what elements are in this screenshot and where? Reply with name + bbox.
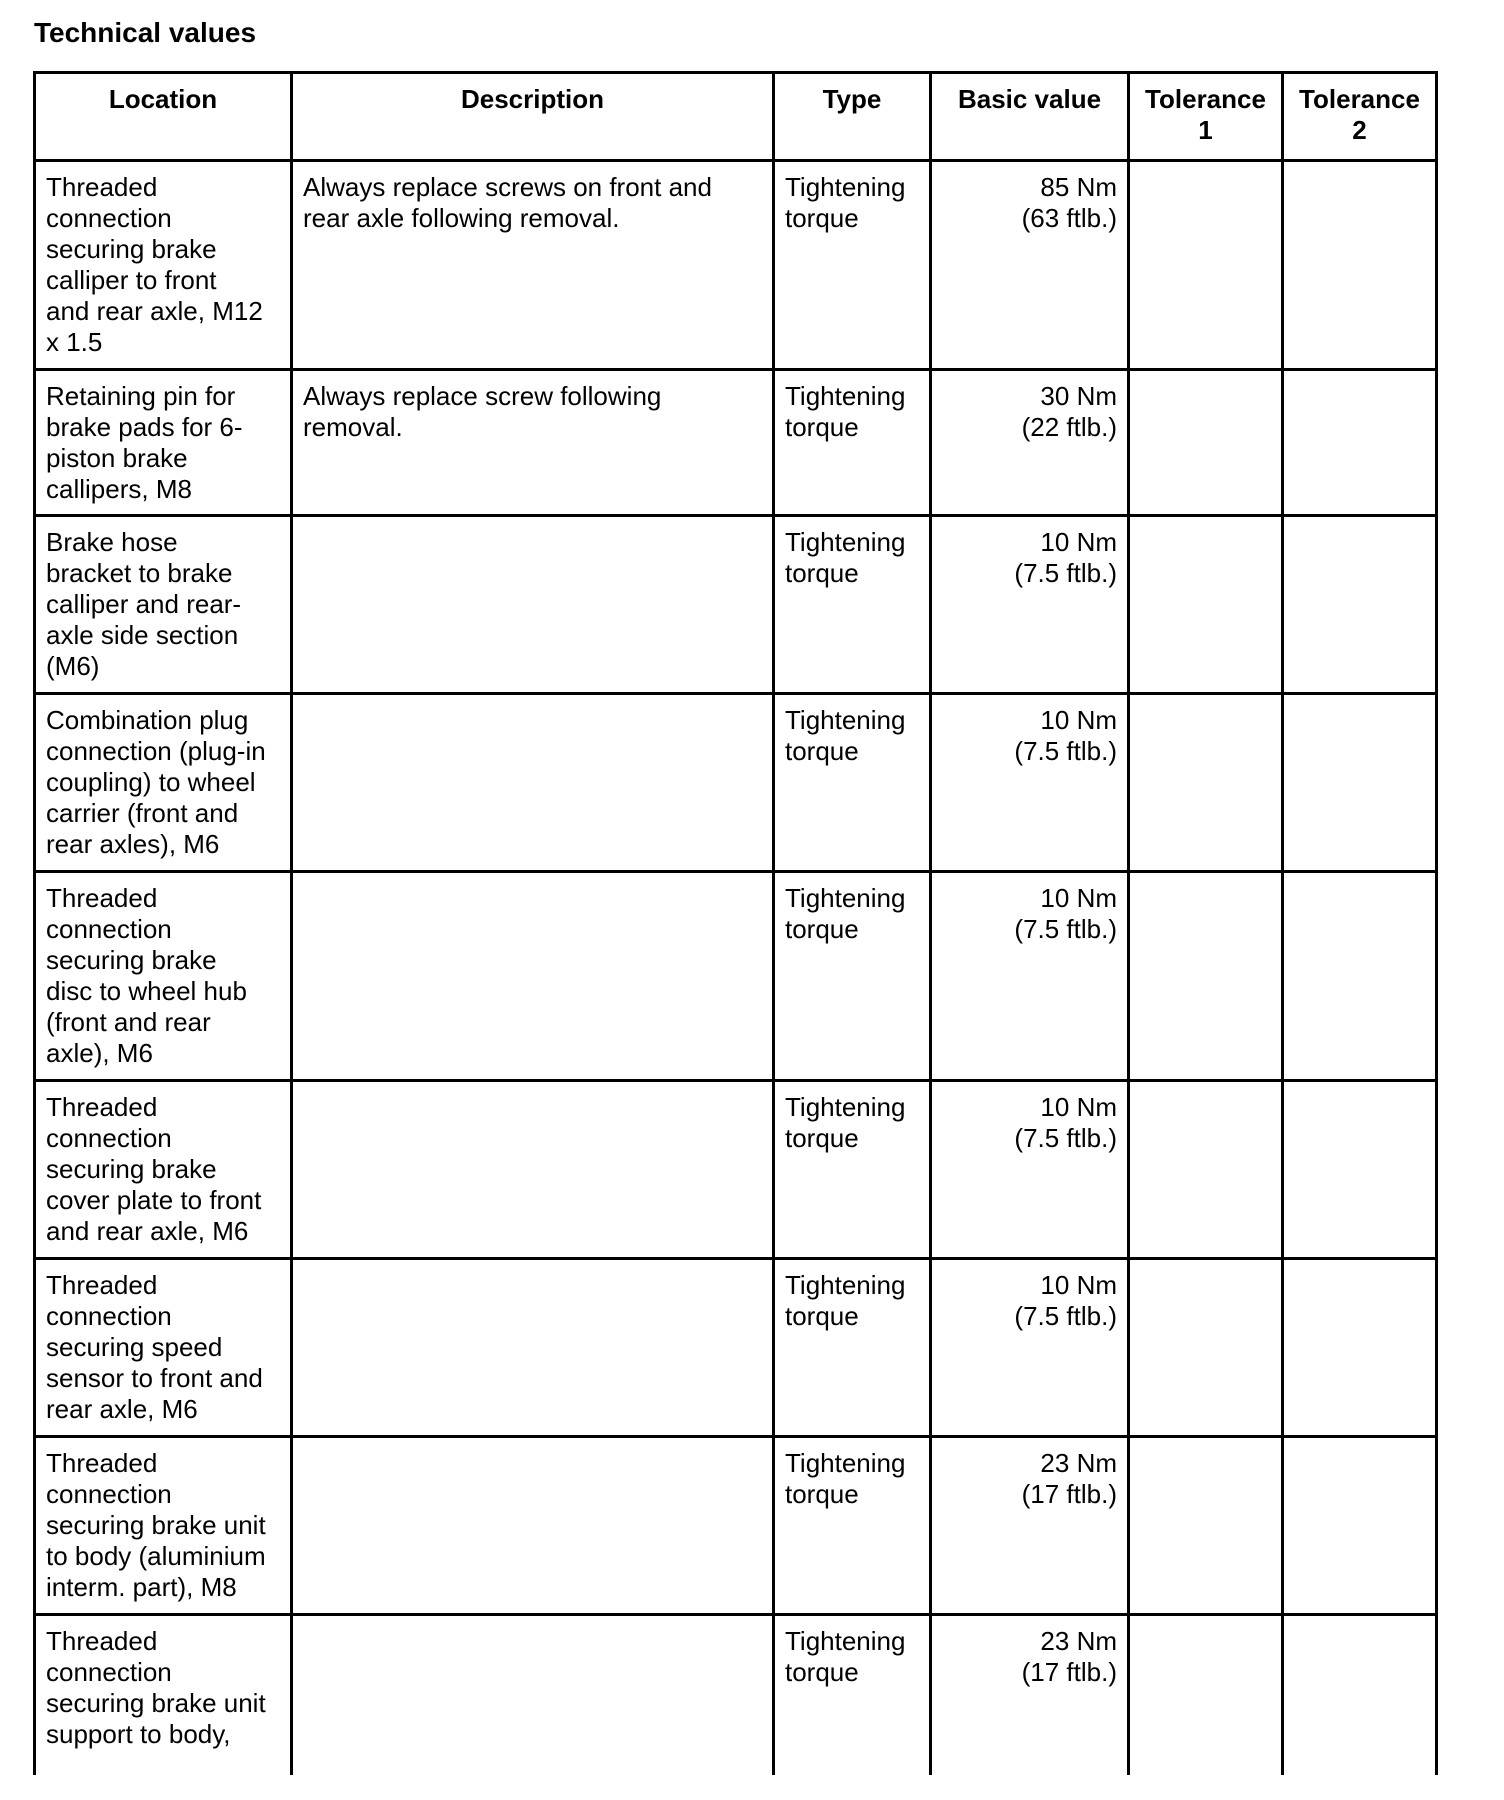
cell-tolerance-2 (1283, 1437, 1437, 1615)
cell-location-line: connection (plug-in (46, 736, 266, 766)
header-tolerance-2 (1283, 73, 1437, 161)
cell-location-line: securing brake (46, 234, 217, 264)
cell-description (292, 516, 774, 694)
cell-location-line: Threaded (46, 1626, 158, 1656)
cell-location-line: disc to wheel hub (46, 976, 247, 1006)
cell-tolerance-1 (1129, 872, 1283, 1081)
cell-basic-value-line: 85 Nm (1040, 172, 1117, 202)
table-row (35, 1259, 1437, 1437)
cell-location-line: connection (46, 203, 172, 233)
cell-description-line: rear axle following removal. (303, 203, 620, 233)
cell-tolerance-2 (1283, 1081, 1437, 1259)
cell-tolerance-2 (1283, 694, 1437, 872)
table-header-row (35, 73, 1437, 161)
cell-location-line: axle side section (46, 620, 239, 650)
table-row (35, 370, 1437, 516)
cell-tolerance-2 (1283, 370, 1437, 516)
cell-location (35, 1615, 292, 1775)
cell-location-line: rear axles), M6 (46, 829, 220, 859)
cell-location-line: Brake hose (46, 527, 178, 557)
cell-type (774, 694, 931, 872)
cell-tolerance-1 (1129, 694, 1283, 872)
cell-type-line: Tightening (785, 1448, 906, 1478)
cell-basic-value-line: (17 ftlb.) (1021, 1657, 1117, 1687)
cell-location (35, 1081, 292, 1259)
cell-type (774, 1081, 931, 1259)
cell-type (774, 1437, 931, 1615)
cell-tolerance-2 (1283, 1259, 1437, 1437)
header-location: Location (35, 73, 292, 161)
cell-tolerance-1 (1129, 370, 1283, 516)
header-tolerance-2-word: Tolerance (1299, 84, 1420, 114)
cell-type (774, 161, 931, 370)
cell-location (35, 1437, 292, 1615)
cell-tolerance-1 (1129, 1081, 1283, 1259)
cell-basic-value (931, 1081, 1129, 1259)
cell-location-line: calliper to front (46, 265, 217, 295)
cell-basic-value-line: (7.5 ftlb.) (1014, 736, 1117, 766)
cell-type-line: torque (785, 412, 859, 442)
cell-location-line: securing brake unit (46, 1510, 266, 1540)
cell-tolerance-2 (1283, 872, 1437, 1081)
cell-basic-value (931, 1437, 1129, 1615)
cell-location-line: (front and rear (46, 1007, 211, 1037)
page-title: Technical values (34, 17, 257, 48)
cell-description (292, 872, 774, 1081)
cell-basic-value (931, 516, 1129, 694)
cell-location-line: callipers, M8 (46, 474, 192, 504)
cell-location-line: connection (46, 914, 172, 944)
cell-basic-value-line: (17 ftlb.) (1021, 1479, 1117, 1509)
cell-location (35, 161, 292, 370)
cell-location-line: coupling) to wheel (46, 767, 256, 797)
table-row (35, 694, 1437, 872)
cell-type-line: torque (785, 558, 859, 588)
cell-location-line: carrier (front and (46, 798, 239, 828)
cell-tolerance-1 (1129, 1615, 1283, 1775)
cell-type (774, 1259, 931, 1437)
cell-tolerance-2 (1283, 161, 1437, 370)
cell-type-line: Tightening (785, 381, 906, 411)
cell-description-line: removal. (303, 412, 403, 442)
cell-type-line: torque (785, 203, 859, 233)
cell-location (35, 370, 292, 516)
cell-location-line: Threaded (46, 883, 158, 913)
cell-tolerance-1 (1129, 1259, 1283, 1437)
cell-location-line: securing brake unit (46, 1688, 266, 1718)
cell-type-line: Tightening (785, 1626, 906, 1656)
header-tolerance-1-number: 1 (1198, 115, 1213, 145)
cell-tolerance-1 (1129, 1437, 1283, 1615)
cell-location-line: support to body, (46, 1719, 231, 1749)
cell-location-line: Threaded (46, 172, 158, 202)
cell-location-line: Retaining pin for (46, 381, 236, 411)
cell-description (292, 1081, 774, 1259)
cell-location-line: connection (46, 1301, 172, 1331)
cell-location-line: securing brake (46, 1154, 217, 1184)
cell-basic-value (931, 1615, 1129, 1775)
cell-basic-value-line: (7.5 ftlb.) (1014, 1123, 1117, 1153)
header-basic-value: Basic value (931, 73, 1129, 161)
cell-description (292, 1437, 774, 1615)
cell-description-line: Always replace screw following (303, 381, 662, 411)
cell-type-line: Tightening (785, 1092, 906, 1122)
cell-description (292, 1615, 774, 1775)
cell-location-line: x 1.5 (46, 327, 103, 357)
cell-basic-value (931, 694, 1129, 872)
header-description: Description (292, 73, 774, 161)
cell-type-line: torque (785, 1301, 859, 1331)
cell-type (774, 516, 931, 694)
cell-location (35, 516, 292, 694)
cell-location-line: to body (aluminium (46, 1541, 266, 1571)
cell-location-line: connection (46, 1479, 172, 1509)
cell-description-line: Always replace screws on front and (303, 172, 712, 202)
table-row (35, 872, 1437, 1081)
technical-values-table (33, 71, 1438, 1775)
cell-basic-value-line: 30 Nm (1040, 381, 1117, 411)
cell-basic-value-line: (22 ftlb.) (1021, 412, 1117, 442)
header-type: Type (774, 73, 931, 161)
cell-tolerance-1 (1129, 161, 1283, 370)
cell-type (774, 370, 931, 516)
cell-basic-value-line: (7.5 ftlb.) (1014, 558, 1117, 588)
cell-basic-value-line: (7.5 ftlb.) (1014, 1301, 1117, 1331)
cell-location-line: Combination plug (46, 705, 249, 735)
cell-description (292, 1259, 774, 1437)
cell-location-line: securing speed (46, 1332, 223, 1362)
cell-basic-value-line: 10 Nm (1040, 705, 1117, 735)
cell-type (774, 1615, 931, 1775)
cell-type-line: torque (785, 1123, 859, 1153)
cell-type (774, 872, 931, 1081)
cell-location-line: Threaded (46, 1448, 158, 1478)
cell-type-line: Tightening (785, 1270, 906, 1300)
cell-location-line: axle), M6 (46, 1038, 153, 1068)
cell-location (35, 1259, 292, 1437)
header-tolerance-2-number: 2 (1352, 115, 1367, 145)
cell-location-line: piston brake (46, 443, 188, 473)
cell-location (35, 872, 292, 1081)
cell-location (35, 694, 292, 872)
cell-basic-value-line: 23 Nm (1040, 1448, 1117, 1478)
cell-location-line: bracket to brake (46, 558, 233, 588)
cell-description (292, 161, 774, 370)
cell-location-line: (M6) (46, 651, 100, 681)
cell-tolerance-2 (1283, 516, 1437, 694)
table-row (35, 1615, 1437, 1775)
cell-description (292, 370, 774, 516)
cell-location-line: securing brake (46, 945, 217, 975)
cell-location-line: and rear axle, M12 (46, 296, 263, 326)
cell-tolerance-2 (1283, 1615, 1437, 1775)
cell-type-line: torque (785, 914, 859, 944)
cell-location-line: Threaded (46, 1092, 158, 1122)
cell-type-line: Tightening (785, 527, 906, 557)
cell-basic-value-line: 23 Nm (1040, 1626, 1117, 1656)
cell-basic-value-line: 10 Nm (1040, 527, 1117, 557)
cell-location-line: calliper and rear- (46, 589, 242, 619)
cell-basic-value-line: 10 Nm (1040, 883, 1117, 913)
cell-location-line: Threaded (46, 1270, 158, 1300)
cell-basic-value (931, 1259, 1129, 1437)
table-row (35, 161, 1437, 370)
header-tolerance-1-word: Tolerance (1145, 84, 1266, 114)
table-row (35, 1437, 1437, 1615)
cell-basic-value-line: (63 ftlb.) (1021, 203, 1117, 233)
cell-type-line: Tightening (785, 172, 906, 202)
cell-location-line: rear axle, M6 (46, 1394, 198, 1424)
table-row (35, 516, 1437, 694)
cell-location-line: brake pads for 6- (46, 412, 243, 442)
cell-location-line: cover plate to front (46, 1185, 262, 1215)
cell-type-line: torque (785, 736, 859, 766)
cell-basic-value-line: 10 Nm (1040, 1092, 1117, 1122)
cell-location-line: connection (46, 1657, 172, 1687)
header-tolerance-1 (1129, 73, 1283, 161)
cell-type-line: torque (785, 1657, 859, 1687)
cell-basic-value (931, 370, 1129, 516)
cell-type-line: Tightening (785, 705, 906, 735)
cell-type-line: torque (785, 1479, 859, 1509)
cell-basic-value (931, 872, 1129, 1081)
cell-basic-value (931, 161, 1129, 370)
table-row (35, 1081, 1437, 1259)
cell-basic-value-line: 10 Nm (1040, 1270, 1117, 1300)
cell-location-line: sensor to front and (46, 1363, 263, 1393)
cell-location-line: connection (46, 1123, 172, 1153)
cell-location-line: interm. part), M8 (46, 1572, 237, 1602)
cell-basic-value-line: (7.5 ftlb.) (1014, 914, 1117, 944)
cell-type-line: Tightening (785, 883, 906, 913)
cell-location-line: and rear axle, M6 (46, 1216, 249, 1246)
cell-description (292, 694, 774, 872)
cell-tolerance-1 (1129, 516, 1283, 694)
